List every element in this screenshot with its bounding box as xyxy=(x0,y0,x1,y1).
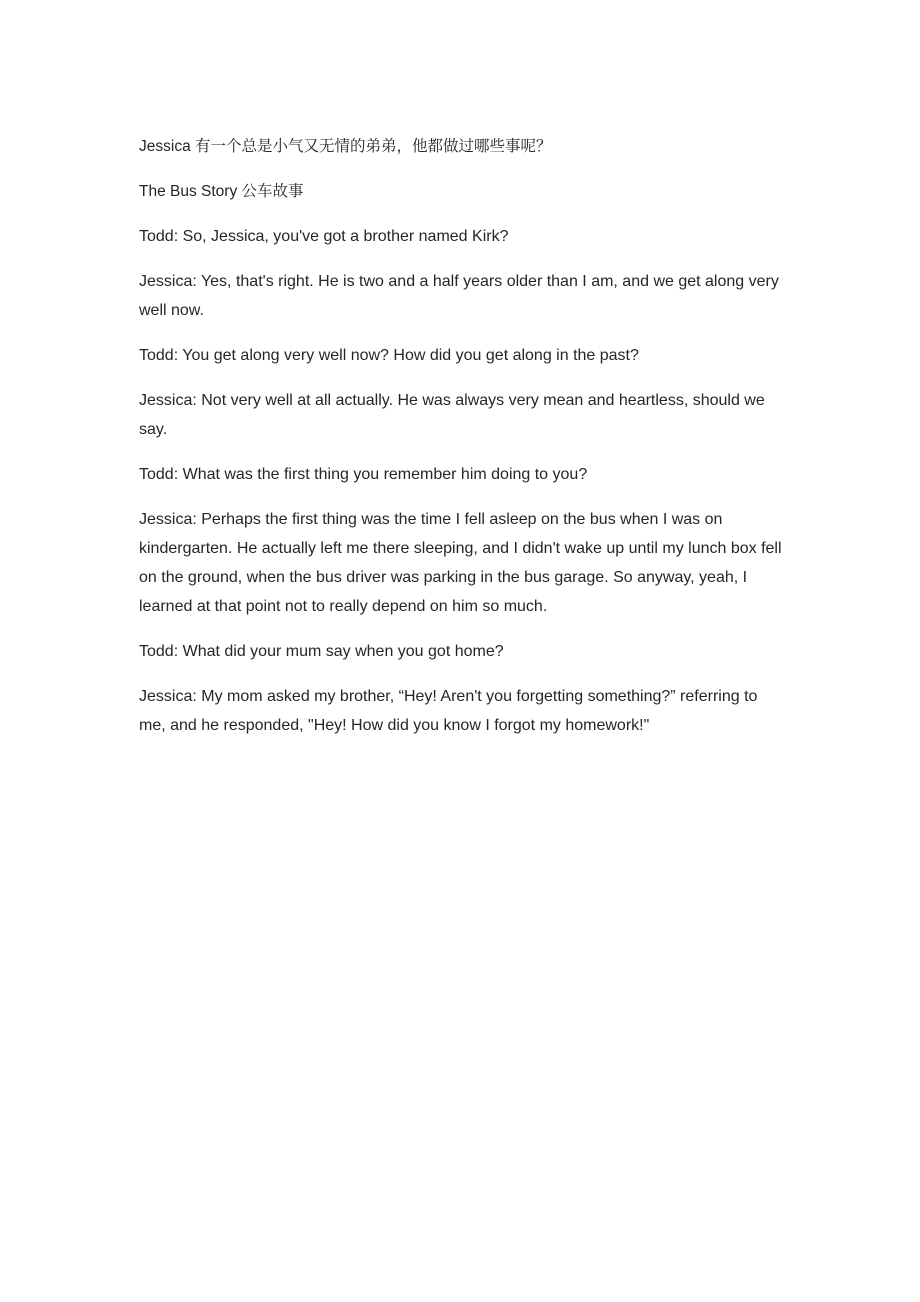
dialogue-line-6: Jessica: Perhaps the first thing was the time I fell asleep on the bus when I was on kindergarten. He actually left me there sleeping, and I didn't wake up until my lunch box fell on the ground, when the bus driver was parking in the bus garage. So anyway, yeah, I learned at that point not to really depend on him so much. xyxy=(139,511,782,615)
dialogue-line-4: Jessica: Not very well at all actually. He was always very mean and heartless, should we say. xyxy=(139,392,765,438)
dialogue-line-3: Todd: You get along very well now? How did you get along in the past? xyxy=(139,347,639,364)
dialogue-line-1: Todd: So, Jessica, you've got a brother named Kirk? xyxy=(139,228,509,245)
story-title: The Bus Story 公车故事 xyxy=(139,183,304,200)
dialogue-line-7: Todd: What did your mum say when you got home? xyxy=(139,643,504,660)
dialogue-line-2: Jessica: Yes, that's right. He is two and a half years older than I am, and we get along very well now. xyxy=(139,273,779,319)
dialogue-line-5: Todd: What was the first thing you remember him doing to you? xyxy=(139,466,588,483)
intro-line: Jessica 有一个总是小气又无情的弟弟，他都做过哪些事呢？ xyxy=(139,138,552,155)
document-page xyxy=(139,132,784,756)
dialogue-line-8: Jessica: My mom asked my brother, “Hey! Aren't you forgetting something?” referring to me, and he responded, "Hey! How did you know I forgot my homework!" xyxy=(139,688,758,734)
